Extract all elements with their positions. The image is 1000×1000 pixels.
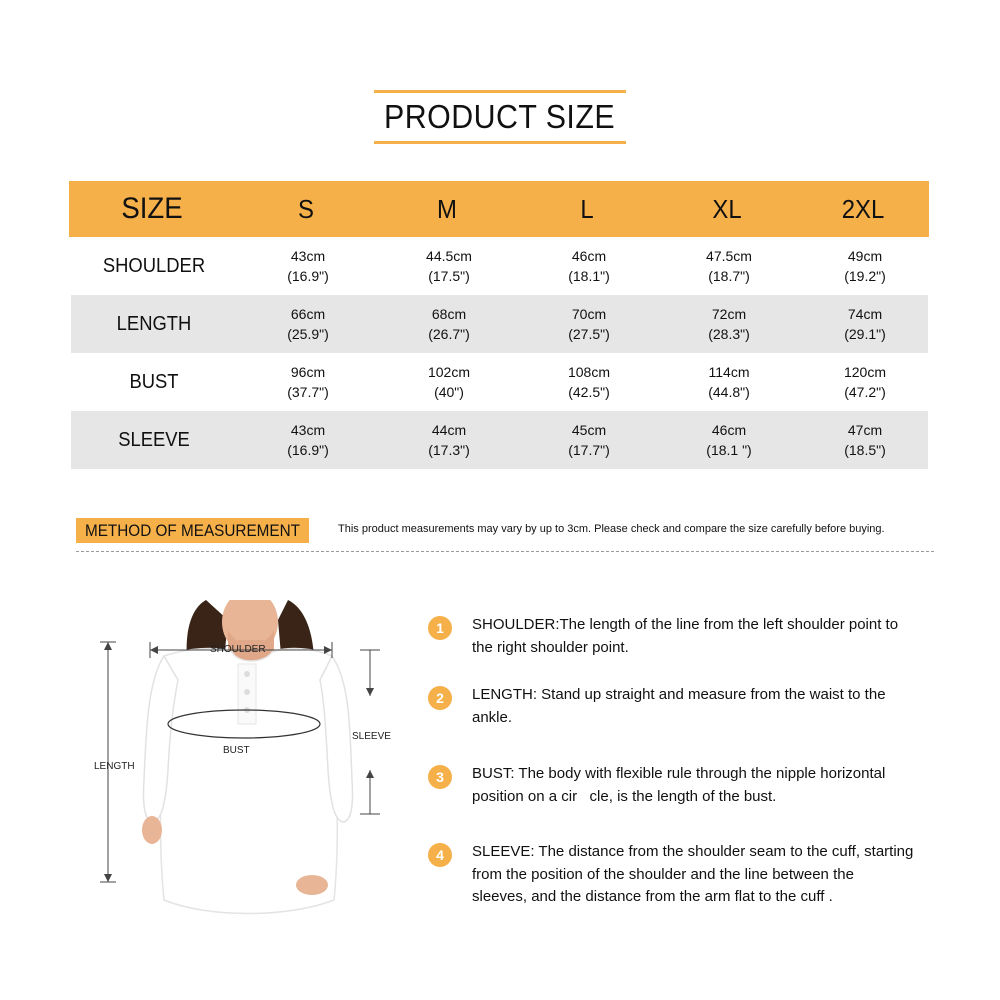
cell-cm: 72cm — [711, 306, 747, 322]
size-table — [69, 181, 929, 469]
table-cell — [519, 420, 659, 460]
table-cell — [659, 420, 799, 460]
cell-cm: 46cm — [711, 422, 747, 438]
cell-inch: (17.7") — [568, 442, 610, 458]
cell-cm: 70cm — [571, 306, 607, 322]
description-text — [472, 763, 938, 808]
measurement-figure — [88, 600, 408, 920]
cell-inch: (25.9") — [287, 326, 329, 342]
step-number-badge: 3 — [428, 765, 452, 789]
length-label: LENGTH — [94, 761, 135, 772]
cell-inch: (29.1") — [844, 326, 886, 342]
page-title: PRODUCT SIZE — [384, 98, 616, 135]
cell-cm: 74cm — [847, 306, 883, 322]
cell-cm: 43cm — [290, 248, 326, 264]
cell-cm: 43cm — [290, 422, 326, 438]
description-line: position on a cir cle, is the length of the bust. — [472, 787, 777, 805]
size-table-header — [69, 181, 929, 237]
description-text — [472, 614, 938, 659]
table-cell — [237, 246, 379, 286]
cell-inch: (19.2") — [844, 268, 886, 284]
cell-inch: (18.7") — [708, 268, 750, 284]
row-length — [71, 295, 928, 353]
cell-inch: (27.5") — [568, 326, 610, 342]
description-line: sleeves, and the distance from the arm flat to the cuff . — [472, 888, 833, 905]
table-cell — [379, 246, 519, 286]
description-text — [472, 684, 938, 729]
row-label: SLEEVE — [118, 428, 190, 451]
cell-inch: (47.2") — [844, 384, 886, 400]
cell-inch: (16.9") — [287, 268, 329, 284]
method-note: This product measurements may vary by up to 3cm. Please check and compare the size carefully before buying. — [338, 523, 885, 535]
cell-cm: 66cm — [290, 306, 326, 322]
description-line: SHOULDER:The length of the line from the left shoulder point to — [472, 616, 899, 633]
table-cell — [659, 246, 799, 286]
cell-cm: 68cm — [431, 306, 467, 322]
cell-cm: 44.5cm — [426, 248, 472, 264]
step-number-badge: 4 — [428, 843, 452, 867]
table-cell — [379, 304, 519, 344]
row-sleeve — [71, 411, 928, 469]
table-cell — [379, 362, 519, 402]
header-s: S — [298, 193, 314, 224]
table-cell — [519, 304, 659, 344]
table-cell — [379, 420, 519, 460]
table-cell — [237, 420, 379, 460]
header-l: L — [580, 193, 594, 224]
dashed-divider — [76, 551, 934, 552]
row-shoulder — [71, 237, 928, 295]
description-line: SLEEVE: The distance from the shoulder seam to the cuff, starting — [472, 843, 914, 860]
method-badge-label: METHOD OF MEASUREMENT — [84, 520, 301, 540]
cell-cm: 45cm — [571, 422, 607, 438]
step-number-badge: 1 — [428, 616, 452, 640]
cell-cm: 49cm — [847, 248, 883, 264]
header-xl: XL — [712, 193, 742, 224]
description-line: from the position of the shoulder and the line between the — [472, 865, 854, 883]
method-badge — [76, 518, 309, 543]
sleeve-label: SLEEVE — [352, 731, 391, 742]
header-size: SIZE — [121, 192, 183, 225]
cell-cm: 114cm — [708, 364, 750, 380]
header-m: M — [437, 193, 457, 224]
table-cell — [799, 362, 931, 402]
step-number-badge: 2 — [428, 686, 452, 710]
cell-inch: (18.1 ") — [706, 442, 752, 458]
cell-cm: 46cm — [571, 248, 607, 264]
cell-inch: (16.9") — [287, 442, 329, 458]
row-bust — [71, 353, 928, 411]
table-cell — [799, 304, 931, 344]
description-line: the right shoulder point. — [472, 638, 629, 656]
row-label: SHOULDER — [102, 254, 206, 277]
cell-inch: (18.5") — [844, 442, 886, 458]
table-cell — [659, 304, 799, 344]
shoulder-label: SHOULDER — [210, 644, 266, 655]
header-2xl: 2XL — [841, 193, 885, 224]
cell-inch: (17.5") — [428, 268, 470, 284]
cell-inch: (17.3") — [428, 442, 470, 458]
cell-inch: (18.1") — [568, 268, 610, 284]
cell-cm: 120cm — [843, 364, 887, 380]
table-cell — [237, 362, 379, 402]
table-cell — [799, 246, 931, 286]
title-frame — [374, 90, 626, 144]
cell-cm: 47.5cm — [706, 248, 752, 264]
description-line: ankle. — [472, 708, 513, 726]
cell-cm: 96cm — [290, 364, 326, 380]
cell-inch: (42.5") — [568, 384, 610, 400]
row-label: BUST — [129, 370, 179, 393]
bust-label: BUST — [223, 745, 250, 756]
cell-cm: 44cm — [431, 422, 467, 438]
cell-cm: 102cm — [427, 364, 471, 380]
description-line: BUST: The body with flexible rule through the nipple horizontal — [472, 765, 886, 782]
table-cell — [237, 304, 379, 344]
description-text — [472, 841, 938, 909]
row-label: LENGTH — [116, 312, 192, 335]
table-cell — [799, 420, 931, 460]
table-cell — [659, 362, 799, 402]
cell-inch: (40") — [434, 384, 464, 400]
cell-cm: 47cm — [847, 422, 883, 438]
description-line: LENGTH: Stand up straight and measure from the waist to the — [472, 686, 886, 703]
table-cell — [519, 246, 659, 286]
cell-inch: (26.7") — [428, 326, 470, 342]
cell-inch: (44.8") — [708, 384, 750, 400]
table-cell — [519, 362, 659, 402]
cell-inch: (28.3") — [708, 326, 750, 342]
cell-cm: 108cm — [567, 364, 611, 380]
cell-inch: (37.7") — [287, 384, 329, 400]
